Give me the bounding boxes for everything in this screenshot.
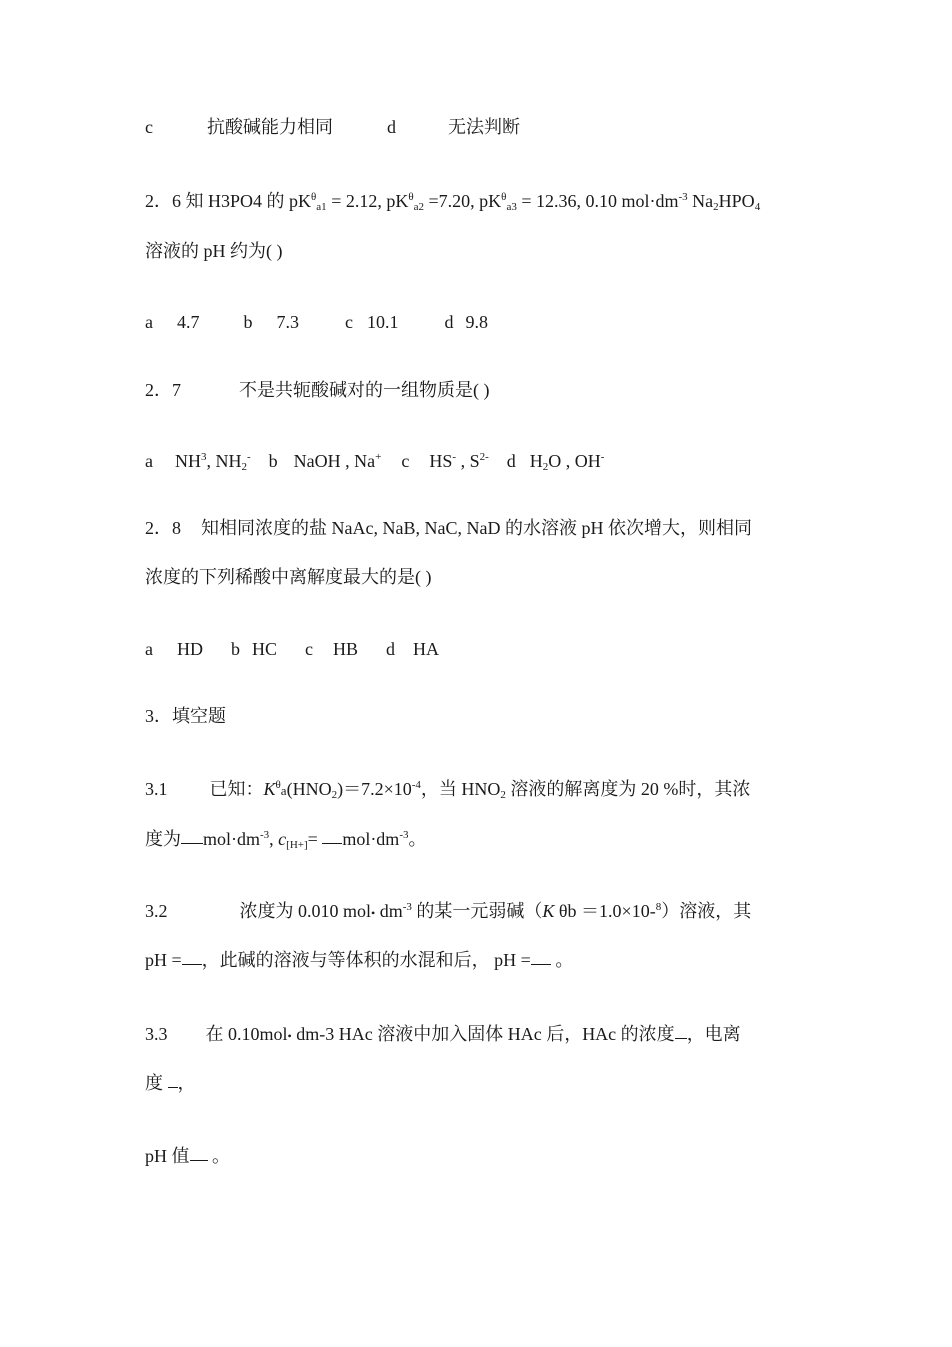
option-letter: a (145, 312, 153, 332)
k-symbol: K (263, 779, 276, 799)
question-text: 度为 (145, 829, 181, 849)
question-text: ，此碱的溶液与等体积的水混和后， pH = (201, 950, 531, 970)
option-value: 10.1 (367, 312, 399, 332)
question-text: pH = (145, 950, 182, 970)
option-value: H (529, 451, 543, 471)
option-line-c-d (145, 118, 520, 136)
question-number: 3.3 (145, 1024, 168, 1044)
question-text: )＝7.2×10 (337, 779, 412, 799)
question-number: 2．6 (145, 191, 181, 211)
subscript: a1 (316, 201, 327, 213)
subscript: 2 (542, 461, 549, 473)
answer-blank[interactable] (168, 1086, 178, 1088)
question-text: 已知： (209, 779, 264, 799)
superscript: -3 (402, 901, 412, 913)
option-letter: d (386, 639, 396, 659)
option-letter: c (345, 312, 353, 332)
option-letter: c (305, 639, 314, 659)
question-text: pH 值 (145, 1146, 190, 1166)
option-value: , NH (206, 451, 242, 471)
question-text: 。 (550, 950, 574, 970)
question-text: θb ＝1.0×10- (554, 901, 656, 921)
question-text: mol·dm (342, 829, 400, 849)
superscript: -4 (411, 779, 421, 791)
option-letter: a (145, 639, 153, 659)
question-text: mol·dm (203, 829, 260, 849)
question-text: dm-3 HAc 溶液中加入固体 HAc 后，HAc 的浓度 (291, 1024, 675, 1044)
answer-blank[interactable] (675, 1037, 687, 1039)
superscript: -3 (678, 191, 688, 203)
question-text: 知相同浓度的盐 NaAc, NaB, NaC, NaD 的水溶液 pH 依次增大，则相同 (201, 518, 752, 538)
subscript: 2 (713, 201, 719, 213)
subscript: 2 (500, 789, 506, 801)
question-2-8-options (145, 640, 439, 658)
option-value: NaOH , Na (293, 451, 376, 471)
question-text: = (307, 829, 323, 849)
question-2-8-line-2: 浓度的下列稀酸中离解度最大的是( ) (145, 567, 432, 587)
question-text: ，电离 (686, 1024, 741, 1044)
option-value: HD (177, 639, 203, 659)
superscript: 8 (655, 901, 662, 913)
option-value: HB (333, 639, 359, 659)
section-3-title: 3．填空题 (145, 706, 226, 726)
question-text: =7.20, pK (424, 191, 502, 211)
question-3-2-line-1 (145, 902, 751, 920)
option-letter: b (268, 451, 278, 471)
subscript: a3 (506, 201, 517, 213)
superscript: + (375, 451, 382, 463)
option-value: HC (252, 639, 278, 659)
option-c-letter: c (145, 117, 153, 137)
answer-blank[interactable] (531, 963, 551, 965)
question-text: 溶液的解离度为 20 %时，其浓 (505, 779, 751, 799)
question-text: HPO (718, 191, 755, 211)
question-3-3-line-1 (145, 1025, 741, 1043)
question-text: = 12.36, 0.10 mol·dm (516, 191, 679, 211)
option-letter: c (401, 451, 410, 471)
question-text: Na (687, 191, 714, 211)
option-value: 4.7 (177, 312, 200, 332)
question-text: = 2.12, pK (326, 191, 409, 211)
question-3-1-line-1 (145, 779, 751, 801)
option-value: NH (175, 451, 201, 471)
option-letter: b (243, 312, 253, 332)
superscript: - (600, 451, 605, 463)
answer-blank[interactable] (182, 963, 202, 965)
theta-sup: θ (311, 191, 317, 203)
question-number: 3.1 (145, 779, 168, 799)
option-letter: b (231, 639, 240, 659)
subscript: 4 (754, 201, 761, 213)
option-value: 7.3 (276, 312, 299, 332)
subscript: a (280, 783, 287, 798)
answer-blank[interactable] (190, 1159, 208, 1161)
question-text: 在 0.10mol (205, 1024, 288, 1044)
answer-blank[interactable] (322, 842, 342, 844)
superscript: 3 (201, 451, 207, 463)
question-2-8-line-1 (145, 519, 752, 537)
question-2-6-line-1 (145, 191, 761, 213)
theta-sup: θ (408, 191, 414, 203)
question-text: 。 (408, 829, 427, 849)
subscript: [H+] (286, 839, 308, 851)
question-text: 。 (207, 1146, 230, 1166)
subscript: 2 (331, 789, 338, 801)
question-text: ，当 HNO (420, 779, 501, 799)
bullet-dot: • (287, 1029, 292, 1043)
theta-sup: θ (275, 779, 281, 791)
answer-blank[interactable] (181, 842, 203, 844)
question-text: 度 (145, 1073, 168, 1093)
question-2-7 (145, 381, 490, 399)
option-value: 9.8 (465, 312, 488, 332)
question-3-3-line-3 (145, 1147, 230, 1165)
superscript: -3 (399, 829, 409, 841)
subscript: a2 (413, 201, 425, 213)
question-text: 浓度为 0.010 mol (239, 901, 372, 921)
question-3-3-line-2 (145, 1074, 196, 1092)
superscript: - (247, 451, 251, 463)
question-text: 的某一元弱碱（ (411, 901, 543, 921)
question-number: 2．7 (145, 380, 181, 400)
option-value: O , OH (548, 451, 601, 471)
theta-sup: θ (501, 191, 507, 203)
option-letter: a (145, 451, 153, 471)
c-symbol: c (278, 829, 287, 849)
question-text: , (269, 829, 279, 849)
bullet-dot: • (371, 906, 376, 920)
option-letter: d (444, 312, 454, 332)
option-d-text: 无法判断 (448, 117, 520, 137)
question-text: ）溶液，其 (661, 901, 752, 921)
question-3-2-line-2 (145, 951, 573, 969)
option-value: HS (429, 451, 453, 471)
question-2-7-options (145, 451, 605, 473)
question-text: (HNO (286, 779, 332, 799)
superscript: 2- (479, 451, 489, 463)
superscript: -3 (260, 829, 270, 841)
subscript: 2 (241, 461, 247, 473)
question-text: 不是共轭酸碱对的一组物质是( ) (239, 380, 490, 400)
question-text: ， (177, 1073, 196, 1093)
option-c-text: 抗酸碱能力相同 (207, 117, 333, 137)
question-2-6-line-2: 溶液的 pH 约为( ) (145, 241, 283, 261)
option-value: HA (413, 639, 440, 659)
question-text: dm (375, 901, 403, 921)
question-text: 知 H3PO4 的 pK (185, 191, 312, 211)
question-3-1-line-2 (145, 829, 427, 851)
question-2-6-options (145, 313, 488, 331)
option-letter: d (506, 451, 516, 471)
superscript: - (452, 451, 457, 463)
k-symbol: K (542, 901, 555, 921)
question-number: 2．8 (145, 518, 181, 538)
question-number: 3.2 (145, 901, 168, 921)
option-d-letter: d (387, 117, 396, 137)
option-value: , S (456, 451, 480, 471)
